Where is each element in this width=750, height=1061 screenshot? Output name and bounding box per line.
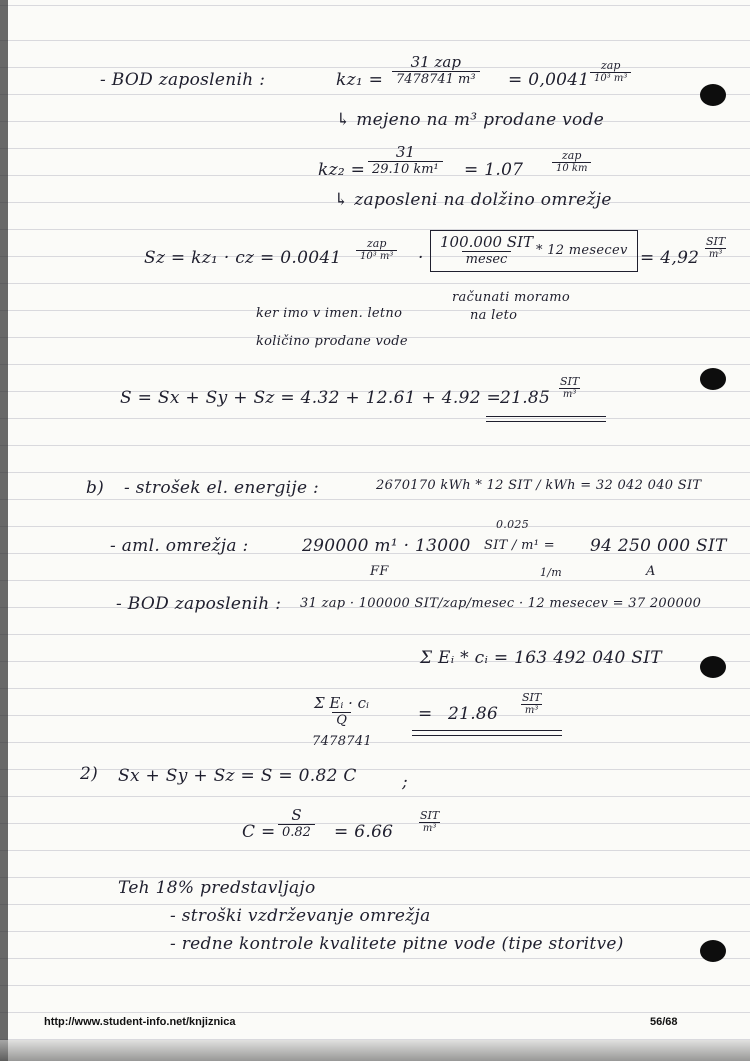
depreciation-value-a: 290000 m¹ · 13000 [302, 536, 471, 556]
c-lhs: C = [242, 822, 276, 842]
page-number: 56/68 [650, 1016, 678, 1028]
electricity-label: - strošek el. energije : [124, 478, 320, 498]
q-value: 7478741 [312, 734, 372, 749]
kz2-note: ↳ zaposleni na dolžino omrežje [334, 190, 612, 210]
sum-e-c: Σ Eᵢ * cᵢ = 163 492 040 SIT [420, 648, 662, 668]
bracket-denominator: mesec [462, 251, 512, 268]
sz-equation: Sz = kz₁ · cz = 0.0041 [144, 248, 342, 268]
c-fraction [278, 806, 315, 841]
result-underline [412, 730, 562, 731]
sz-unit [356, 238, 397, 263]
kz2-lhs: kz₂ = [318, 160, 366, 180]
kz1-lhs: kz₁ = [336, 70, 384, 90]
note-quality-control: - redne kontrole kvalitete pitne vode (tipe storitve) [170, 934, 624, 954]
note-18-percent: Teh 18% predstavljajo [118, 878, 316, 898]
note-maintenance: - stroški vzdrževanje omrežja [170, 906, 431, 926]
unit-num: zap [562, 149, 582, 162]
note-annual-c: na leto [470, 308, 518, 323]
electricity-value: 2670170 kWh * 12 SIT / kWh = 32 042 040 SIT [376, 478, 702, 493]
sz-result: = 4,92 [640, 248, 700, 268]
punch-hole [700, 368, 726, 390]
kz2-unit [552, 150, 591, 175]
ratio-result: 21.86 [448, 704, 499, 724]
unit-den: m³ [521, 704, 543, 717]
unit-num: zap [601, 59, 621, 72]
ratio-numerator: Σ Eᵢ · cᵢ [314, 694, 370, 712]
bod-costs-label: - BOD zaposlenih : [116, 594, 282, 614]
unit-den: m³ [705, 248, 727, 261]
footer-url[interactable]: http://www.student-info.net/knjiznica [44, 1016, 236, 1028]
note-quantity: količino prodane vode [256, 334, 408, 349]
punch-hole [700, 940, 726, 962]
s-relation: Sx + Sy + Sz = S = 0.82 C [118, 766, 357, 786]
unit-den: m³ [419, 822, 441, 835]
kz1-result: = 0,0041 [508, 70, 590, 90]
unit-num: SIT [560, 375, 580, 388]
s-sum: S = Sx + Sy + Sz = 4.32 + 12.61 + 4.92 = [120, 388, 502, 408]
c-denominator: 0.82 [278, 824, 315, 841]
c-result: = 6.66 [334, 822, 394, 842]
s-unit [556, 376, 583, 401]
section-b-label: b) [86, 478, 105, 498]
kz2-numerator: 31 [395, 143, 415, 161]
punch-hole [700, 656, 726, 678]
s-result: 21.85 [500, 388, 551, 408]
kz1-note: ↳ mejeno na m³ prodane vode [336, 110, 605, 130]
result-underline [486, 421, 606, 422]
label-a: A [646, 564, 656, 579]
unit-den: 10³ m³ [590, 72, 631, 85]
kz1-unit [590, 60, 631, 85]
scan-shadow [0, 1040, 750, 1061]
unit-den: m³ [559, 388, 581, 401]
c-numerator: S [291, 806, 302, 824]
kz1-fraction [392, 53, 480, 88]
punch-hole [700, 84, 726, 106]
unit-den: 10³ m³ [356, 250, 397, 263]
sz-dot: · [418, 248, 424, 268]
bod-label: - BOD zaposlenih : [100, 70, 266, 90]
semicolon: ; [402, 772, 409, 792]
note-annual-b: računati moramo [452, 290, 571, 305]
unit-num: SIT [706, 235, 726, 248]
page-edge [0, 0, 8, 1061]
section-2-label: 2) [80, 764, 99, 784]
sz-bracket-fraction [436, 233, 537, 268]
ratio-eq: = [418, 704, 433, 724]
kz1-denominator: 7478741 m³ [392, 71, 480, 88]
depreciation-rate: 0.025 [496, 518, 529, 531]
depreciation-value-b: SIT / m¹ = [484, 538, 555, 553]
label-per-m: 1/m [540, 566, 563, 579]
label-ff: FF [370, 564, 389, 579]
sz-months: * 12 mesecev [536, 243, 628, 258]
c-unit [416, 810, 443, 835]
kz2-fraction [368, 143, 443, 178]
kz2-denominator: 29.10 km¹ [368, 161, 443, 178]
bod-costs-value: 31 zap · 100000 SIT/zap/mesec · 12 mesecev = 37 200000 [300, 596, 702, 611]
kz1-numerator: 31 zap [410, 53, 461, 71]
kz2-result: = 1.07 [464, 160, 524, 180]
note-annual-a: ker imo v imen. letno [256, 306, 403, 321]
result-underline [412, 735, 562, 736]
sz-result-unit [702, 236, 729, 261]
ratio-fraction [310, 694, 373, 729]
unit-den: 10 km [552, 162, 591, 175]
depreciation-label: - aml. omrežja : [110, 536, 249, 556]
unit-num: SIT [420, 809, 440, 822]
ratio-denominator: Q [332, 712, 351, 729]
depreciation-value-c: 94 250 000 SIT [590, 536, 727, 556]
result-underline [486, 416, 606, 417]
ratio-unit [518, 692, 545, 717]
unit-num: SIT [522, 691, 542, 704]
bracket-numerator: 100.000 SIT [440, 233, 534, 251]
unit-num: zap [367, 237, 387, 250]
